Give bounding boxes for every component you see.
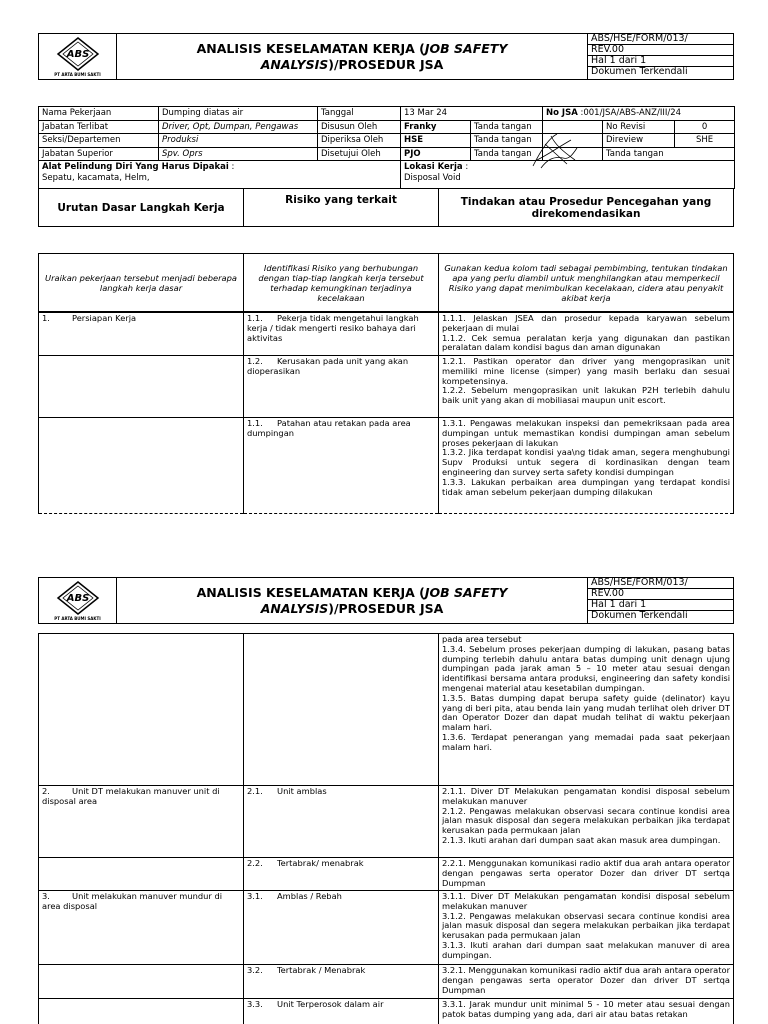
company-name: PT ARTA BUMI SAKTI <box>54 71 101 77</box>
abs-logo-icon <box>56 581 100 615</box>
info-row: Nama Pekerjaan Dumping diatas air Tanggal 13 Mar 24 No JSA :001/JSA/ABS-ANZ/III/24 <box>39 107 735 121</box>
table-row: 3. Unit melakukan manuver mundur di area disposal 3.1. Amblas / Rebah 3.1.1. Diver DT Melakukan pengamatan kondisi disposal sebelum melakukan manuver 3.1.2. Pengawas melakukan observasi secara continue kondisi area jalan masuk disposal dan segera melakukan perbaikan jika terdapat kerusakan pada permukaan jalan 3.1.3. Ikuti arahan dari dumpan saat melakukan manuver di area dumpingan. <box>39 891 734 965</box>
info-row: Alat Pelindung Diri Yang Harus Dipakai : Sepatu, kacamata, Helm, Lokasi Kerja : Disposal Void <box>39 161 735 189</box>
form-title: ANALISIS KESELAMATAN KERJA (JOB SAFETY ANALYSIS)/PROSEDUR JSA <box>117 34 588 79</box>
form-title: ANALISIS KESELAMATAN KERJA (JOB SAFETY ANALYSIS)/PROSEDUR JSA <box>117 578 588 623</box>
info-section <box>38 106 734 227</box>
form-control: Dokumen Terkendali <box>591 66 688 77</box>
info-row: Jabatan Terlibat Driver, Opt, Dumpan, Pengawas Disusun Oleh Franky Tanda tangan No Revisi 0 <box>39 120 735 134</box>
table-row: 1. Persiapan Kerja 1.1. Pekerja tidak mengetahui langkah kerja / tidak mengerti resiko bahaya dari aktivitas 1.1.1. Jelaskan JSEA dan prosedur kepada karyawan sebelum pekerjaan di mulai 1.1.2. Cek semua peralatan kerja yang digunakan dan pastikan peralatan dalam kondisi bagus dan aman digunakan <box>39 313 734 356</box>
page2-header <box>38 577 734 624</box>
heading-risks: Risiko yang terkait <box>244 189 439 226</box>
page1-body <box>38 253 734 514</box>
form-page: Hal 1 dari 1 <box>588 600 733 611</box>
table-row: 3.3. Unit Terperosok dalam air 3.3.1. Jarak mundur unit minimal 5 - 10 meter atau sesuai dengan patok batas dumping yang ada, dari air atau batas retakan <box>39 999 734 1024</box>
page2-body <box>38 633 734 1024</box>
form-meta <box>588 34 733 79</box>
form-meta <box>588 578 733 623</box>
table-row: 1.2. Kerusakan pada unit yang akan dioperasikan 1.2.1. Pastikan operator dan driver yang mengoprasikan unit memiliki mine license (simper) yang masih berlaku dan sesuai kompetensinya. 1.2.2. Sebelum mengoprasikan unit lakukan P2H terlebih dahulu baik unit yang akan di mobiliasai maupun unit escort. <box>39 356 734 418</box>
form-code: ABS/HSE/FORM/013/ <box>588 578 733 589</box>
page1-header <box>38 33 734 80</box>
info-row: Seksi/Departemen Produksi Diperiksa Oleh HSE Tanda tangan Direview SHE <box>39 134 735 148</box>
form-code: ABS/HSE/FORM/013/ <box>588 34 733 45</box>
table-row: pada area tersebut 1.3.4. Sebelum proses pekerjaan dumping di lakukan, pasang batas dumping terlebih dahulu antara batas dumping unit denagn ujung dumpingan pada jarak aman 5 – 10 meter atau sesuai dengan identifikasi bersama antara produksi, engineering dan safety kondisi mengenai material atau kesetabilan dumpingan. 1.3.5. Batas dumping dapat berupa safety guide (delinator) kayu yang di beri pita, atau benda lain yang mudah terlihat oleh driver DT dan Operator Dozer dan dapat mudah telihat di waktu pekerjaan malam hari. 1.3.6. Terdapat penerangan yang memadai pada saat pekerjaan malam hari. <box>39 634 734 786</box>
heading-steps: Urutan Dasar Langkah Kerja <box>39 189 244 226</box>
table-row: 2.2. Tertabrak/ menabrak 2.2.1. Menggunakan komunikasi radio aktif dua arah antara operator dengan pengawas serta operator Dozer dan driver DT sertqa Dumpman <box>39 858 734 891</box>
svg-text:ABS: ABS <box>66 48 89 60</box>
heading-actions: Tindakan atau Prosedur Pencegahan yang direkomendasikan <box>460 195 712 220</box>
company-name: PT ARTA BUMI SAKTI <box>54 615 101 621</box>
form-revision: REV.00 <box>588 589 733 600</box>
company-logo <box>39 34 117 79</box>
svg-text:ABS: ABS <box>66 592 89 604</box>
table-row: 1.1. Patahan atau retakan pada area dumpingan 1.3.1. Pengawas melakukan inspeksi dan pemekriksaan pada area dumpingan untuk memastikan kondisi dumpingan aman sebelum proses pekerjaan di lakukan 1.3.2. Jika terdapat kondisi yaa\ng tidak aman, segera menghubungi Supv Produksi untuk segera di kordinasikan dengan team engineering dan survey serta safety kondisi dumpingan 1.3.3. Lakukan perbaikan area dumpingan yang terdapat kondisi tidak aman sebelum pekerjaan dumping dilakukan <box>39 418 734 514</box>
form-revision: REV.00 <box>588 45 733 56</box>
table-row: 3.2. Tertabrak / Menabrak 3.2.1. Menggunakan komunikasi radio aktif dua arah antara operator dengan pengawas serta operator Dozer dan driver DT sertqa Dumpman <box>39 965 734 999</box>
section-headings <box>38 189 734 227</box>
steps-table-page2 <box>38 633 734 1024</box>
form-page: Hal 1 dari 1 <box>588 56 733 67</box>
guide-row: Uraikan pekerjaan tersebut menjadi beberapa langkah kerja dasar Identifikasi Risiko yang berhubungan dengan tiap-tiap langkah kerja tersebut terhadap kemungkinan terjadinya kecelakaan Gunakan kedua kolom tadi sebagai pembimbing, tentukan tindakan apa yang perlu diambil untuk menghilangkan atau memperkecil Risiko yang dapat menimbulkan kecelakaan, cidera atau penyakit akibat kerja <box>39 254 734 312</box>
abs-logo-icon <box>56 37 100 71</box>
form-control: Dokumen Terkendali <box>591 610 688 621</box>
info-table <box>38 106 735 189</box>
steps-table-page1 <box>38 312 734 514</box>
guide-table <box>38 253 734 312</box>
table-row: 2. Unit DT melakukan manuver unit di disposal area 2.1. Unit amblas 2.1.1. Diver DT Melakukan pengamatan kondisi disposal sebelum melakukan manuver 2.1.2. Pengawas melakukan observasi secara continue kondisi area jalan masuk disposal dan segera melakukan perbaikan jika terdapat kerusakan pada permukaan jalan 2.1.3. Ikuti arahan dari dumpan saat akan masuk area dumpingan. <box>39 786 734 858</box>
info-row: Jabatan Superior Spv. Oprs Disetujui Oleh PJO Tanda tangan Tanda tangan <box>39 147 735 161</box>
company-logo <box>39 578 117 623</box>
